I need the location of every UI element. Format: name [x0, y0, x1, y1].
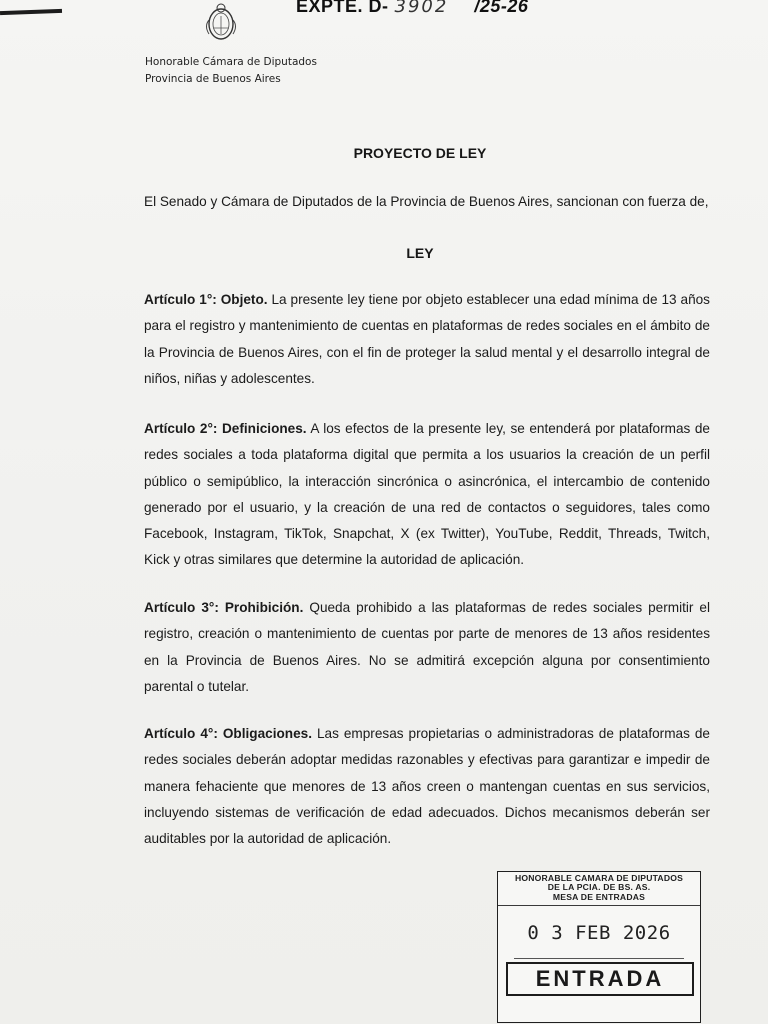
stamp-line-2: DE LA PCIA. DE BS. AS.: [547, 882, 651, 893]
stamp-line-1: HONORABLE CAMARA DE DIPUTADOS: [514, 873, 684, 883]
expediente-handwritten-number: 3902: [394, 0, 449, 17]
stamp-divider: [498, 905, 700, 906]
expediente-suffix: /25-26: [474, 0, 529, 16]
institution-header: [145, 54, 317, 88]
article-2-text: A los efectos de la presente ley, se entenderá por plataformas de redes sociales a toda plataforma digital que permita a los usuarios la creación de un perfil público o semipúblico, la interacción sincrónica o asincrónica, el intercambio de contenido generado por el usuario, y la creación de una red de contactos o seguidores, tales como Facebook, Instagram, TikTok, Snapchat, X (ex Twitter), YouTube, Reddit, Threads, Twitch, Kick y otras similares que determine la autoridad de aplicación.: [144, 421, 710, 568]
stamp-line-3: MESA DE ENTRADAS: [552, 891, 646, 902]
stamp-date: 0 3 FEB 2026: [527, 922, 671, 944]
institution-line-2: Provincia de Buenos Aires: [145, 73, 281, 85]
article-1: [144, 287, 710, 392]
article-1-heading: Artículo 1°: Objeto.: [144, 292, 268, 307]
document-title: PROYECTO DE LEY: [353, 145, 487, 161]
expediente-prefix: EXPTE. D-: [296, 0, 389, 16]
coat-of-arms-icon: [200, 0, 242, 50]
article-4-heading: Artículo 4°: Obligaciones.: [144, 726, 312, 741]
law-heading: LEY: [406, 245, 434, 261]
article-2: [144, 416, 710, 574]
stamp-label: ENTRADA: [506, 962, 694, 996]
stamp-signature-line: [514, 958, 684, 959]
handwritten-mark: [0, 9, 62, 15]
reception-stamp: [497, 871, 701, 1023]
expediente-number: [296, 0, 528, 17]
article-3-text: Queda prohibido a las plataformas de redes sociales permitir el registro, creación o mantenimiento de cuentas por parte de menores de 13 años residentes en la Provincia de Buenos Aires. No se admitirá excepción alguna por consentimiento parental o tutelar.: [144, 600, 710, 694]
article-1-text: La presente ley tiene por objeto establecer una edad mínima de 13 años para el registro y mantenimiento de cuentas en plataformas de redes sociales en el ámbito de la Provincia de Buenos Aires, con el fin de proteger la salud mental y el desarrollo integral de niños, niñas y adolescentes.: [144, 292, 710, 386]
institution-line-1: Honorable Cámara de Diputados: [145, 56, 317, 68]
intro-paragraph: El Senado y Cámara de Diputados de la Provincia de Buenos Aires, sancionan con fuerza de,: [144, 194, 709, 209]
article-4-text: Las empresas propietarias o administradoras de plataformas de redes sociales deberán adoptar medidas razonables y efectivas para garantizar e impedir de manera fehaciente que menores de 13 años creen o mantengan cuentas en sus servicios, incluyendo sistemas de verificación de edad adecuados. Dichos mecanismos deberán ser auditables por la autoridad de aplicación.: [144, 726, 710, 847]
article-3: [144, 595, 710, 700]
article-3-heading: Artículo 3°: Prohibición.: [144, 600, 304, 615]
stamp-header: [498, 874, 700, 902]
article-2-heading: Artículo 2°: Definiciones.: [144, 421, 307, 436]
article-4: [144, 721, 710, 852]
